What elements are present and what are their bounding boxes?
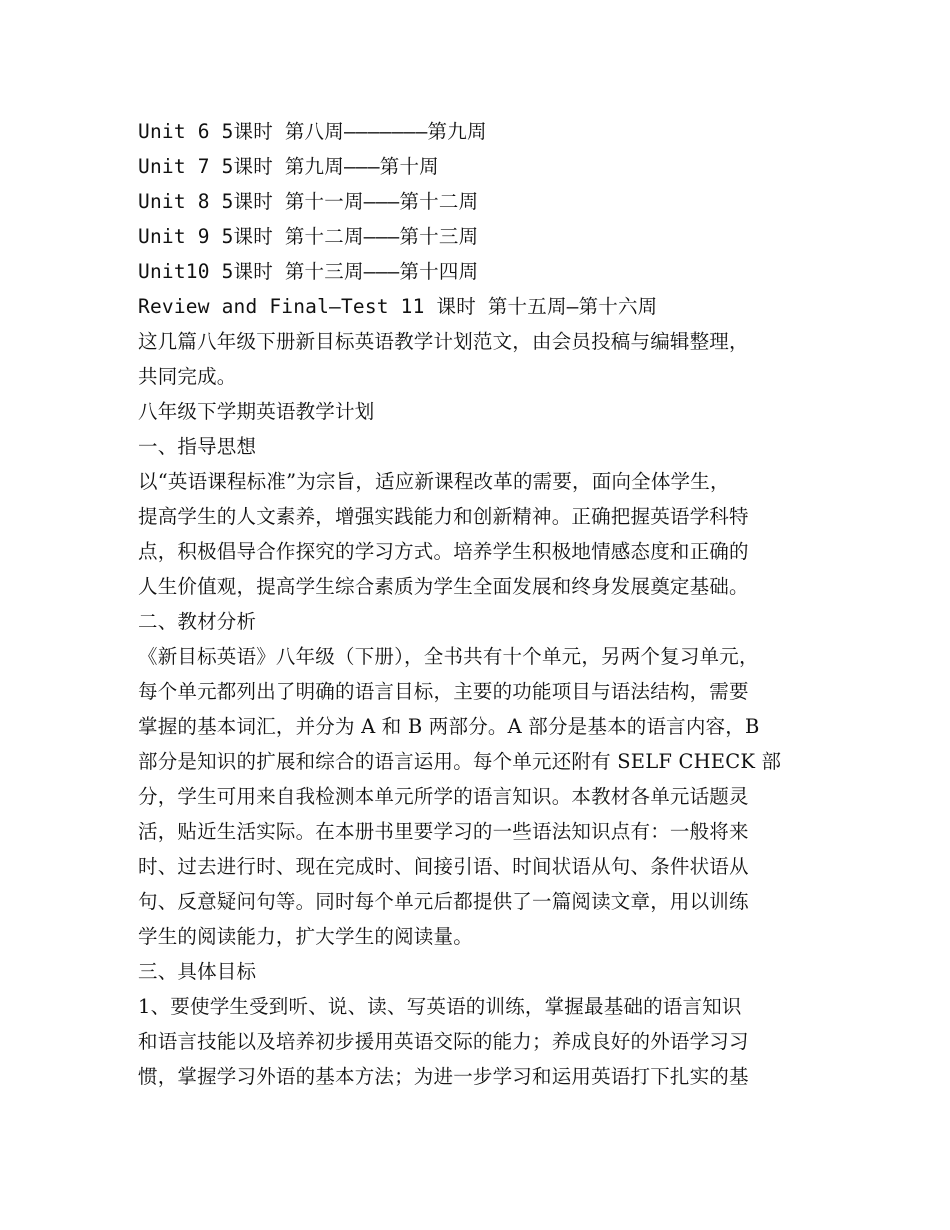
- schedule-list: [138, 114, 828, 324]
- paragraph-line: 学生的阅读能力，扩大学生的阅读量。: [138, 925, 473, 948]
- plan-title: 八年级下学期英语教学计划: [138, 400, 375, 423]
- paragraph-line: 《新目标英语》八年级（下册），全书共有十个单元，另两个复习单元，: [138, 645, 759, 668]
- paragraph-line: 时、过去进行时、现在完成时、间接引语、时间状语从句、条件状语从: [138, 855, 749, 878]
- schedule-line-unit9: Unit 9 5课时 第十二周———第十三周: [138, 225, 479, 248]
- schedule-line-review: Review and Final—Test 11 课时 第十五周—第十六周: [138, 295, 658, 318]
- source-note: [138, 324, 828, 394]
- note-line: 共同完成。: [138, 365, 237, 388]
- paragraph-line: 人生价值观，提高学生综合素质为学生全面发展和终身发展奠定基础。: [138, 575, 749, 598]
- document-body: [138, 114, 828, 1094]
- paragraph-line: 活，贴近生活实际。在本册书里要学习的一些语法知识点有：一般将来: [138, 820, 749, 843]
- section-textbook-analysis: [138, 604, 828, 954]
- paragraph-line: 和语言技能以及培养初步援用英语交际的能力；养成良好的外语学习习: [138, 1030, 749, 1053]
- paragraph-line: 以“英语课程标准”为宗旨，适应新课程改革的需要，面向全体学生，: [138, 470, 730, 493]
- paragraph-line: 提高学生的人文素养，增强实践能力和创新精神。正确把握英语学科特: [138, 505, 749, 528]
- paragraph-line: 部分是知识的扩展和综合的语言运用。每个单元还附有 SELF CHECK 部: [138, 750, 782, 773]
- schedule-line-unit10: Unit10 5课时 第十三周———第十四周: [138, 260, 479, 283]
- section-specific-goals: [138, 954, 828, 1094]
- paragraph-line: 分，学生可用来自我检测本单元所学的语言知识。本教材各单元话题灵: [138, 785, 749, 808]
- paragraph-line: 1、要使学生受到听、说、读、写英语的训练，掌握最基础的语言知识: [138, 995, 742, 1018]
- note-line: 这几篇八年级下册新目标英语教学计划范文，由会员投稿与编辑整理，: [138, 330, 749, 353]
- paragraph-line: 每个单元都列出了明确的语言目标，主要的功能项目与语法结构，需要: [138, 680, 749, 703]
- section-heading: 一、指导思想: [138, 435, 257, 458]
- paragraph-line: 惯，掌握学习外语的基本方法；为进一步学习和运用英语打下扎实的基: [138, 1065, 749, 1088]
- schedule-line-unit6: Unit 6 5课时 第八周———————第九周: [138, 120, 487, 143]
- paragraph-line: 掌握的基本词汇，并分为 A 和 B 两部分。A 部分是基本的语言内容，B: [138, 715, 760, 738]
- schedule-line-unit8: Unit 8 5课时 第十一周———第十二周: [138, 190, 479, 213]
- paragraph-line: 点，积极倡导合作探究的学习方式。培养学生积极地情感态度和正确的: [138, 540, 749, 563]
- schedule-line-unit7: Unit 7 5课时 第九周———第十周: [138, 155, 439, 178]
- section-heading: 三、具体目标: [138, 960, 257, 983]
- section-heading: 二、教材分析: [138, 610, 257, 633]
- paragraph-line: 句、反意疑问句等。同时每个单元后都提供了一篇阅读文章，用以训练: [138, 890, 749, 913]
- section-guiding-ideology: [138, 429, 828, 604]
